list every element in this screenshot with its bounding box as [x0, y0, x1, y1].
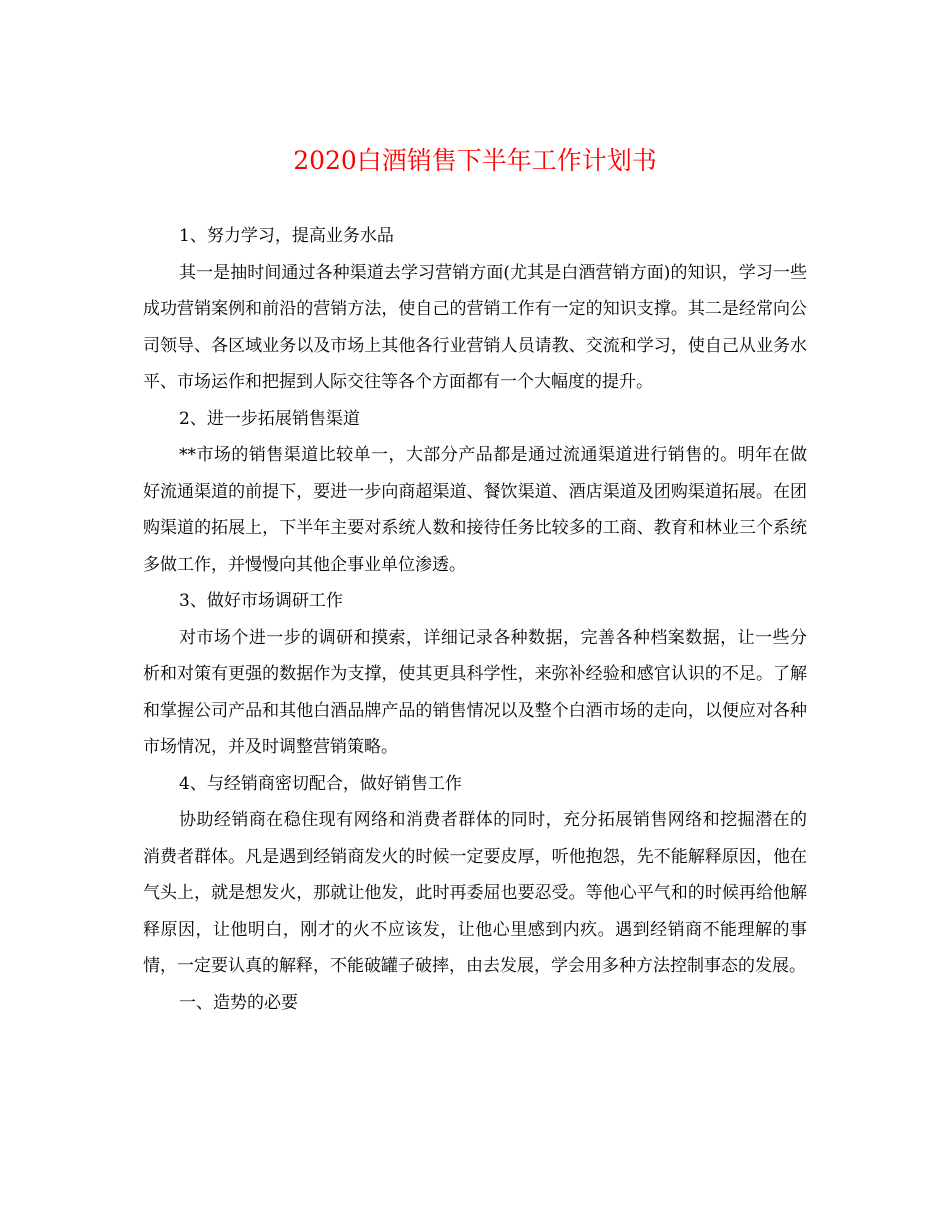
heading-momentum: 一、造势的必要 — [179, 992, 298, 1013]
paragraph-dealers: 协助经销商在稳住现有网络和消费者群体的同时，充分拓展销售网络和挖掘潜在的消费者群体。凡是遇到经销商发火的时候一定要皮厚，听他抱怨，先不能解释原因，他在气头上，就是想发火，那就让他发，此时再委屈也要忍受。等他心平气和的时候再给他解释原因，让他明白，刚才的火不应该发，让他心里感到内疚。遇到经销商不能理解的事情，一定要认真的解释，不能破罐子破摔，由去发展，学会用多种方法控制事态的发展。 — [143, 810, 807, 976]
paragraph-study: 其一是抽时间通过各种渠道去学习营销方面(尤其是白酒营销方面)的知识，学习一些成功营销案例和前沿的营销方法，使自己的营销工作有一定的知识支撑。其二是经常向公司领导、各区域业务以及市场上其他各行业营销人员请教、交流和学习，使自己从业务水平、市场运作和把握到人际交往等各个方面都有一个大幅度的提升。 — [143, 262, 807, 392]
heading-study: 1、努力学习，提高业务水品 — [179, 226, 394, 246]
paragraph-channels: **市场的销售渠道比较单一，大部分产品都是通过流通渠道进行销售的。明年在做好流通渠道的前提下，要进一步向商超渠道、餐饮渠道、酒店渠道及团购渠道拓展。在团购渠道的拓展上，下半年主要对系统人数和接待任务比较多的工商、教育和林业三个系统多做工作，并慢慢向其他企事业单位渗透。 — [143, 445, 807, 575]
heading-channels: 2、进一步拓展销售渠道 — [179, 408, 360, 429]
paragraph-research: 对市场个进一步的调研和摸索，详细记录各种数据，完善各种档案数据，让一些分析和对策有更强的数据作为支撑，使其更具科学性，来弥补经验和感官认识的不足。了解和掌握公司产品和其他白酒品牌产品的销售情况以及整个白酒市场的走向，以便应对各种市场情况，并及时调整营销策略。 — [143, 627, 807, 757]
heading-research: 3、做好市场调研工作 — [179, 591, 343, 611]
heading-dealers: 4、与经销商密切配合，做好销售工作 — [179, 773, 462, 794]
document-body — [143, 218, 807, 1021]
document-title: 2020白酒销售下半年工作计划书 — [293, 146, 657, 175]
